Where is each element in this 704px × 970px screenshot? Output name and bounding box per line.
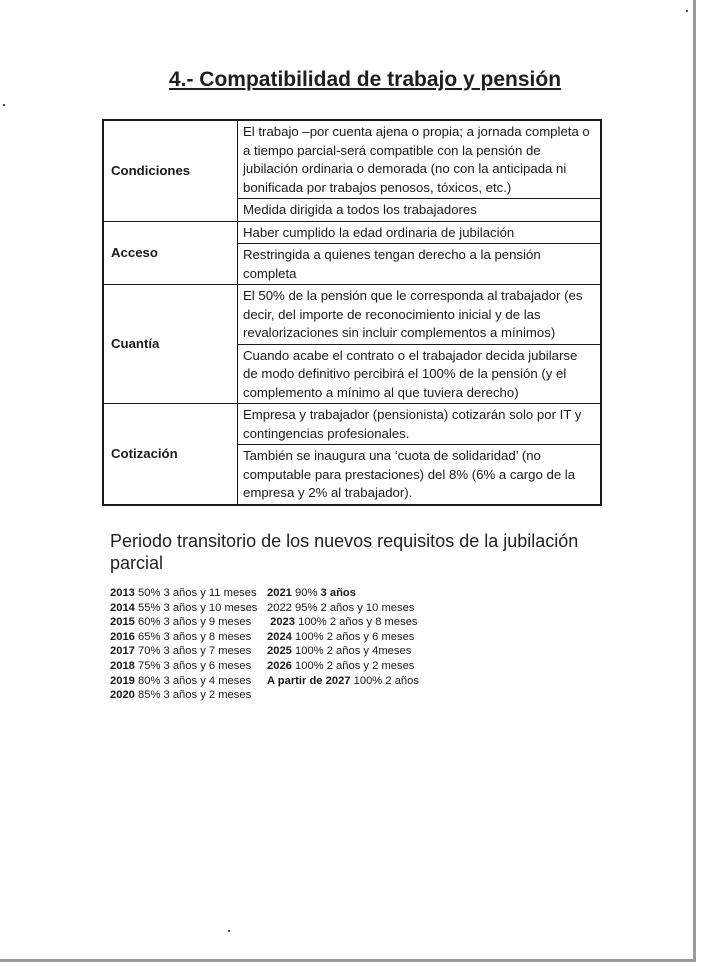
entry-value: 85% 3 años y 2 meses bbox=[138, 689, 252, 702]
schedule-entry bbox=[267, 615, 418, 630]
entry-value: 100% 2 años bbox=[353, 674, 419, 687]
schedule-row bbox=[110, 644, 419, 659]
row-label-cuantia: Cuantía bbox=[103, 285, 238, 404]
schedule-entry bbox=[110, 644, 267, 659]
entry-value: 75% 3 años y 6 meses bbox=[138, 659, 252, 672]
schedule-entry bbox=[267, 674, 419, 689]
row-label-acceso: Acceso bbox=[103, 221, 238, 285]
schedule-entry bbox=[267, 601, 414, 616]
entry-year: 2015 bbox=[110, 616, 135, 629]
schedule-entry bbox=[110, 688, 267, 703]
schedule-row bbox=[110, 601, 419, 616]
schedule-entry bbox=[267, 586, 356, 601]
entry-year: 2023 bbox=[270, 616, 295, 629]
schedule-entry bbox=[110, 615, 267, 630]
entry-value: 95% 2 años y 10 meses bbox=[295, 601, 415, 614]
entry-year: 2017 bbox=[110, 645, 135, 658]
table-cell: Cuando acabe el contrato o el trabajador decida jubilarse de modo definitivo percibirá el 100% de la pensión (y el complemento a mínimo al que tuviera derecho) bbox=[238, 344, 602, 404]
entry-value: 50% 3 años y 11 meses bbox=[138, 587, 257, 599]
table-cell: Empresa y trabajador (pensionista) cotizarán solo por IT y contingencias profesionales. bbox=[238, 404, 602, 445]
entry-year: 2025 bbox=[267, 645, 292, 658]
schedule-entry bbox=[267, 644, 411, 659]
table-row bbox=[103, 404, 601, 445]
entry-year: 2013 bbox=[110, 587, 135, 599]
entry-value: 60% 3 años y 9 meses bbox=[138, 616, 252, 629]
table-row bbox=[103, 221, 601, 244]
entry-value-bold: 3 años bbox=[320, 587, 356, 599]
entry-year: 2021 bbox=[267, 587, 292, 599]
entry-year: 2020 bbox=[110, 689, 135, 702]
entry-value: 65% 3 años y 8 meses bbox=[138, 630, 252, 643]
transition-schedule bbox=[110, 586, 419, 703]
table-row bbox=[103, 285, 601, 345]
schedule-entry bbox=[110, 586, 267, 601]
table-cell: El 50% de la pensión que le corresponda al trabajador (es decir, del importe de reconocimiento inicial y de las revalorizaciones sin incluir complementos a mínimos) bbox=[238, 285, 602, 345]
schedule-entry bbox=[267, 630, 414, 645]
entry-year: 2024 bbox=[267, 630, 292, 643]
table-cell: También se inaugura una ‘cuota de solidaridad’ (no computable para prestaciones) del 8% (6% a cargo de la empresa y 2% al trabajador). bbox=[238, 445, 602, 505]
entry-year: 2022 bbox=[267, 601, 292, 614]
table-row bbox=[103, 120, 601, 199]
entry-value: 70% 3 años y 7 meses bbox=[138, 645, 252, 658]
compatibility-table bbox=[102, 119, 602, 506]
schedule-entry bbox=[110, 674, 267, 689]
schedule-row bbox=[110, 659, 419, 674]
schedule-row bbox=[110, 615, 419, 630]
entry-year: 2018 bbox=[110, 659, 135, 672]
entry-value: 90% bbox=[295, 587, 318, 599]
entry-year: 2016 bbox=[110, 630, 135, 643]
entry-value: 100% 2 años y 8 meses bbox=[298, 616, 418, 629]
section-heading: Periodo transitorio de los nuevos requisitos de la jubilación parcial bbox=[110, 531, 579, 573]
entry-year: 2026 bbox=[267, 659, 292, 672]
schedule-row bbox=[110, 630, 419, 645]
entry-year: 2019 bbox=[110, 674, 135, 687]
table-cell: Haber cumplido la edad ordinaria de jubilación bbox=[238, 221, 602, 244]
scan-mark bbox=[228, 930, 230, 932]
schedule-entry bbox=[267, 659, 414, 674]
scan-mark bbox=[686, 10, 688, 12]
schedule-row bbox=[110, 674, 419, 689]
entry-value: 80% 3 años y 4 meses bbox=[138, 674, 252, 687]
schedule-entry bbox=[110, 630, 267, 645]
schedule-row bbox=[110, 586, 419, 601]
schedule-row bbox=[110, 688, 419, 703]
schedule-entry bbox=[110, 659, 267, 674]
page-title: 4.- Compatibilidad de trabajo y pensión bbox=[168, 68, 562, 91]
row-label-condiciones: Condiciones bbox=[103, 120, 238, 221]
schedule-entry bbox=[110, 601, 267, 616]
scan-mark bbox=[3, 104, 5, 106]
entry-year: A partir de 2027 bbox=[267, 674, 351, 687]
table-cell: Medida dirigida a todos los trabajadores bbox=[238, 199, 602, 222]
table-cell: Restringida a quienes tengan derecho a la pensión completa bbox=[238, 244, 602, 285]
entry-year: 2014 bbox=[110, 601, 135, 614]
entry-value: 100% 2 años y 2 meses bbox=[295, 659, 415, 672]
table-cell: El trabajo –por cuenta ajena o propia; a jornada completa o a tiempo parcial-será compatible con la pensión de jubilación ordinaria o demorada (no con la anticipada ni bonificada por trabajos penosos, tóxicos, etc.) bbox=[238, 120, 602, 199]
entry-value: 100% 2 años y 6 meses bbox=[295, 630, 415, 643]
entry-value: 100% 2 años y 4meses bbox=[295, 645, 412, 658]
row-label-cotizacion: Cotización bbox=[103, 404, 238, 505]
entry-value: 55% 3 años y 10 meses bbox=[138, 601, 258, 614]
